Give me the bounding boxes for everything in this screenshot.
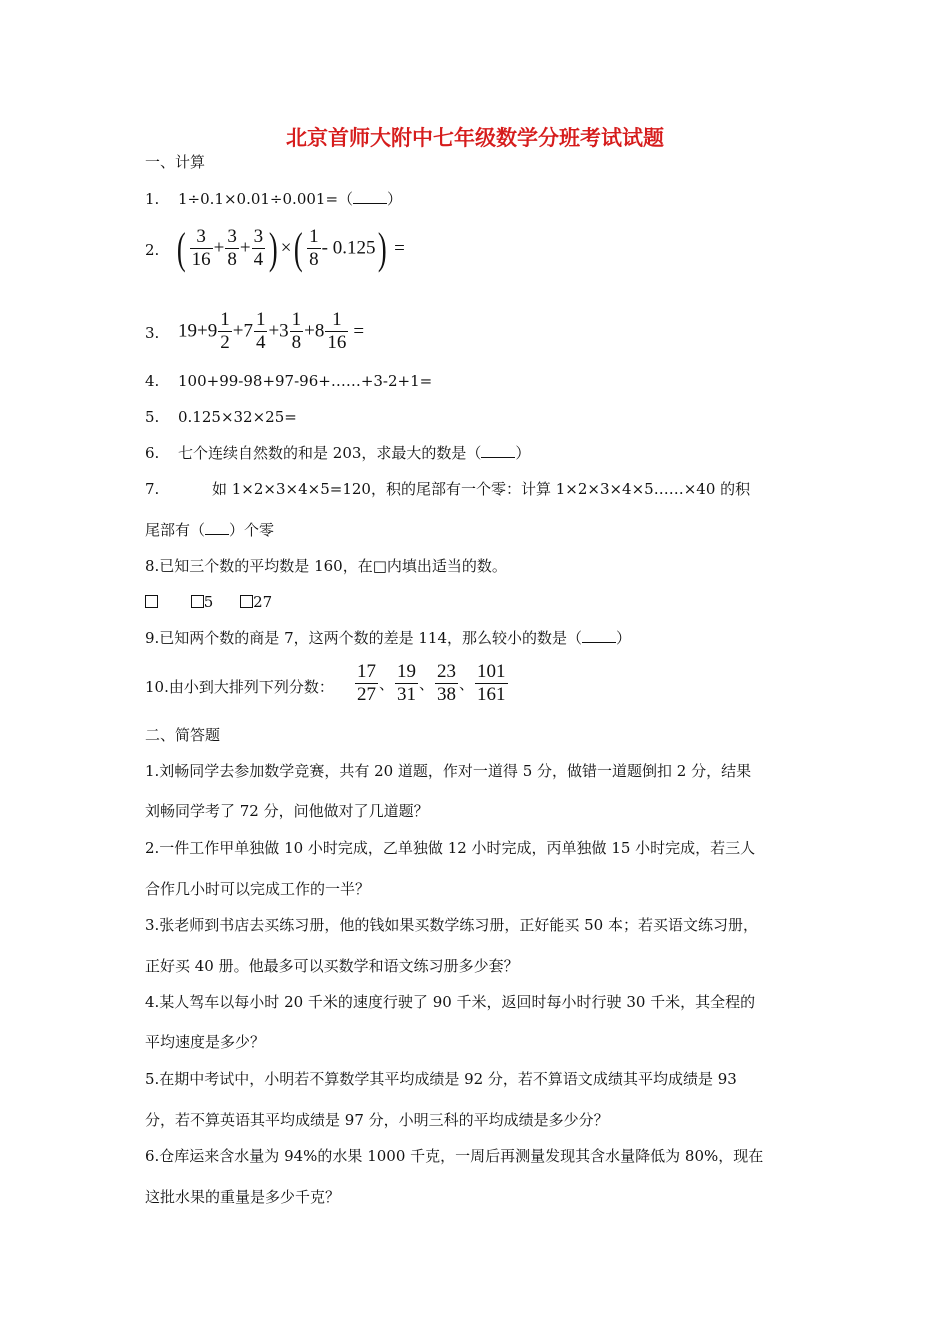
problem-6-line2: 这批水果的重量是多少千克？ (145, 1188, 341, 1206)
question-4-number: 4. (145, 372, 160, 390)
question-7-number: 7. (145, 480, 160, 498)
problem-1-line2: 刘畅同学考了 72 分，问他做对了几道题？ (145, 802, 429, 820)
fraction: $\frac{1}{16}$ (327, 309, 347, 353)
fraction: $\frac{19}{31}$ (397, 661, 417, 705)
page-title: 北京首师大附中七年级数学分班考试试题 (286, 125, 664, 150)
section-heading-calc: 一、计算 (145, 153, 206, 171)
fraction: $\frac{1}{8}$ (309, 226, 319, 270)
fraction: $\frac{3}{16}$ (191, 226, 211, 270)
equals-sign: = (394, 237, 405, 259)
paren-close: ) (378, 223, 388, 273)
paren-open: ( (176, 223, 186, 273)
fraction: $\frac{3}{4}$ (253, 226, 264, 270)
question-6-number: 6. (145, 444, 160, 462)
answer-blank (582, 630, 616, 643)
problem-5-line1: 5.在期中考试中，小明若不算数学其平均成绩是 92 分，若不算语文成绩其平均成绩是 93 (145, 1070, 737, 1088)
paren-close: ) (269, 223, 278, 273)
question-7-line2: 尾部有（ ）个零 (145, 521, 275, 539)
fraction: $\frac{17}{27}$ (357, 661, 376, 705)
answer-blank (481, 445, 515, 458)
blank-box (240, 595, 253, 608)
problem-1-line1: 1.刘畅同学去参加数学竞赛，共有 20 道题，作对一道得 5 分，做错一道题倒扣 2 分，结果 (145, 762, 752, 780)
fraction: $\frac{1}{2}$ (220, 309, 230, 353)
problem-3-line1: 3.张老师到书店去买练习册，他的钱如果买数学练习册，正好能买 50 本；若买语文练习册， (145, 916, 758, 934)
question-5-number: 5. (145, 408, 160, 426)
question-2-number: 2. (145, 241, 160, 259)
question-1 (178, 190, 402, 208)
question-9: 9.已知两个数的商是 7，这两个数的差是 114，那么较小的数是（ ） (145, 629, 632, 647)
problem-5-line2: 分，若不算英语其平均成绩是 97 分，小明三科的平均成绩是多少分？ (145, 1111, 609, 1129)
answer-blank (353, 191, 387, 204)
problem-2-line1: 2.一件工作甲单独做 10 小时完成，乙单独做 12 小时完成，丙单独做 15 小时完成，若三人 (145, 839, 756, 857)
problem-6-line1: 6.仓库运来含水量为 94%的水果 1000 千克，一周后再测量发现其含水量降低为 80%，现在 (145, 1147, 764, 1165)
blank-box (191, 595, 204, 608)
question-7-line1: 如 1×2×3×4×5=120，积的尾部有一个零：计算 1×2×3×4×5……×40 的积 (212, 480, 751, 498)
section-heading-short-answer: 二、简答题 (145, 726, 221, 744)
problem-3-line2: 正好买 40 册。他最多可以买数学和语文练习册多少套？ (145, 957, 519, 975)
problem-4-line1: 4.某人驾车以每小时 20 千米的速度行驶了 90 千米，返回时每小时行驶 30 千米，其全程的 (145, 993, 756, 1011)
question-3-number: 3. (145, 324, 160, 342)
question-10-fractions: $\frac{17}{27}$ 、 $\frac{19}{31}$ 、 $\frac{23}{38}$ 、 $\frac{101}{161}$ (357, 661, 506, 705)
fraction: $\frac{101}{161}$ (477, 661, 506, 705)
question-1-close: ） (387, 190, 403, 208)
problem-4-line2: 平均速度是多少？ (145, 1033, 266, 1051)
answer-blank (205, 522, 229, 535)
question-3-expression: 19+9 $\frac{1}{2}$ +7 $\frac{1}{4}$ +3 $\frac{1}{8}$ +8 $\frac{1}{16}$ = (178, 309, 365, 353)
paren-open: ( (294, 223, 304, 273)
minus-term: - 0.125 (321, 237, 376, 259)
question-4: 100+99-98+97-96+……+3-2+1= (178, 372, 433, 390)
question-6: 七个连续自然数的和是 203，求最大的数是（ ） (178, 444, 531, 462)
question-10: 10.由小到大排列下列分数： (145, 678, 334, 696)
fraction: $\frac{1}{8}$ (291, 309, 302, 353)
question-1-number: 1. (145, 190, 160, 208)
question-5: 0.125×32×25= (178, 408, 297, 426)
problem-2-line2: 合作几小时可以完成工作的一半？ (145, 880, 371, 898)
fraction: $\frac{23}{38}$ (437, 661, 457, 705)
question-8-boxes: 5 27 (145, 593, 272, 611)
question-2-expression: ( $\frac{3}{16}$ + $\frac{3}{8}$ + $\frac{3}{4}$ ) ×( $\frac{1}{8}$ - 0.125) = (176, 223, 405, 273)
blank-box (145, 595, 158, 608)
fraction: $\frac{3}{8}$ (227, 226, 237, 270)
question-8: 8.已知三个数的平均数是 160，在□内填出适当的数。 (145, 557, 507, 575)
question-1-text: 1÷0.1×0.01÷0.001=（ (178, 190, 354, 208)
fraction: $\frac{1}{4}$ (255, 309, 266, 353)
